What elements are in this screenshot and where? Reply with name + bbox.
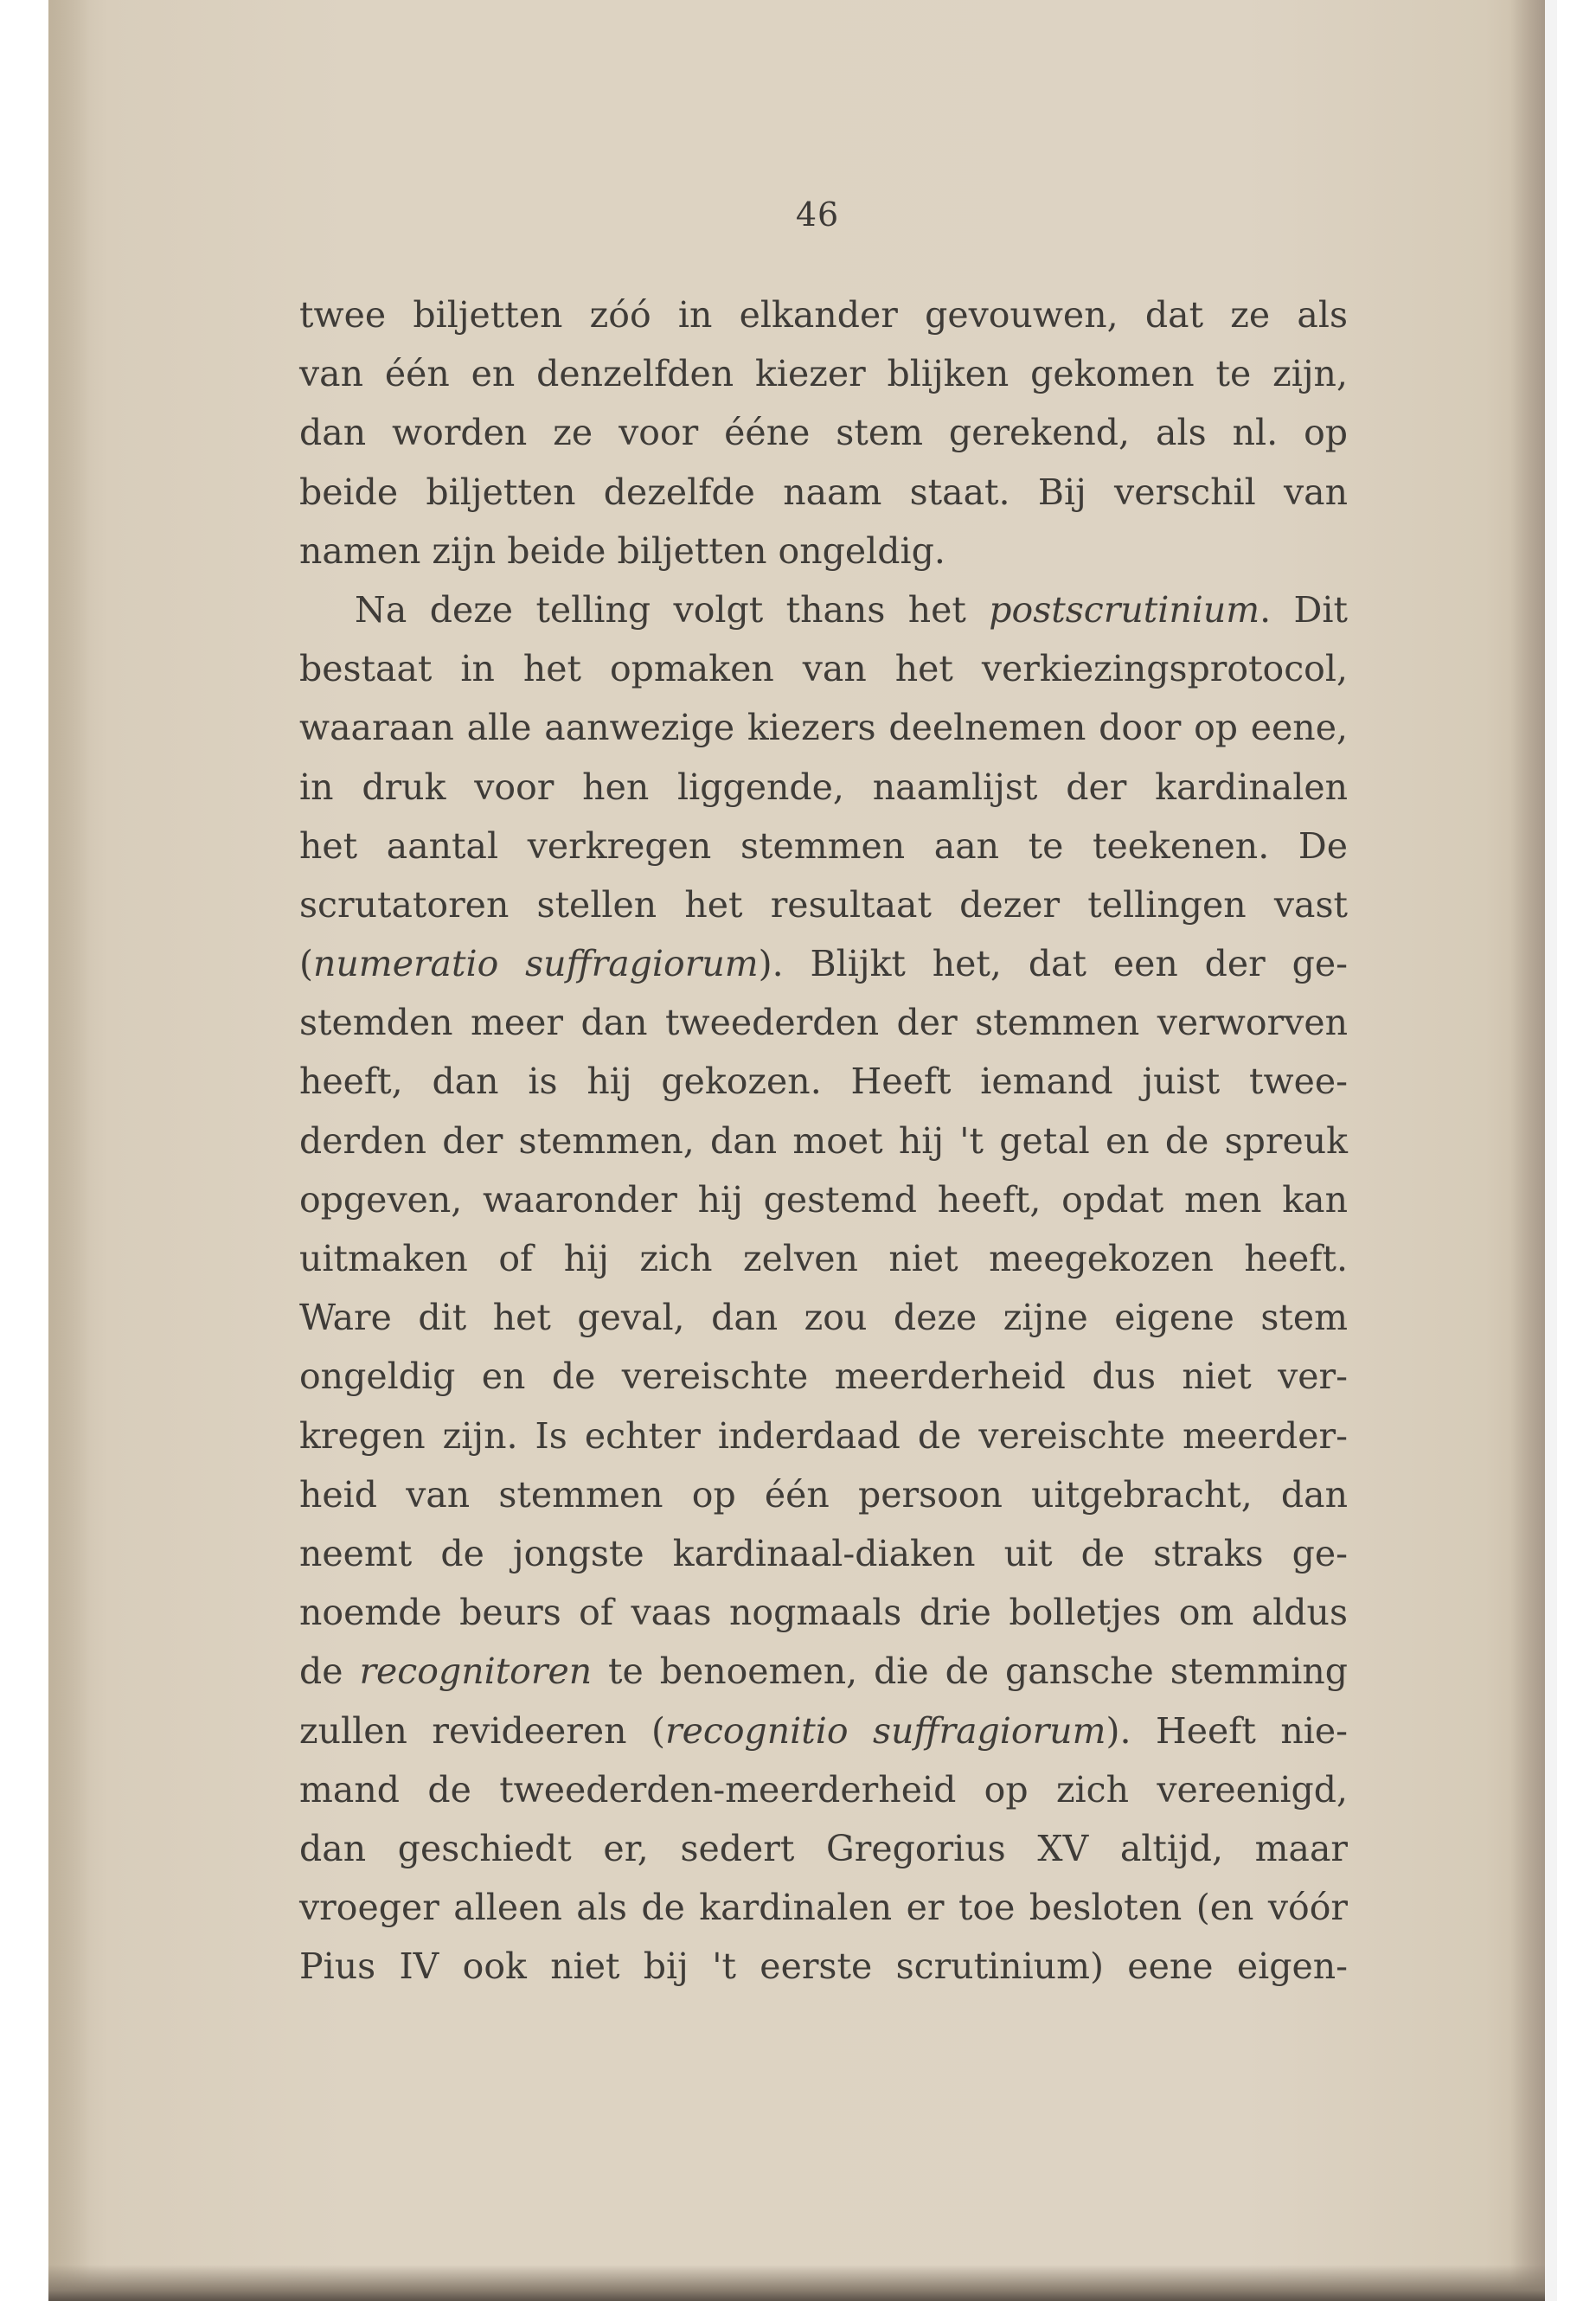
text-line-12: (numeratio suffragiorum). Blijkt het, dat een der ge-	[299, 943, 1348, 985]
page-bottom-edge	[48, 2265, 1545, 2301]
text-line-3: dan worden ze voor ééne stem gerekend, als nl. op	[299, 412, 1348, 454]
text-line-4: beide biljetten dezelfde naam staat. Bij verschil van	[299, 471, 1348, 513]
text-line-28: vroeger alleen als de kardinalen er toe besloten (en vóór	[299, 1887, 1348, 1929]
text-line-1: twee biljetten zóó in elkander gevouwen, dat ze als	[299, 294, 1348, 336]
text-line-25: zullen revideeren (recognitio suffragiorum). Heeft nie-	[299, 1709, 1348, 1752]
text-line-17: uitmaken of hij zich zelven niet meegekozen heeft.	[299, 1238, 1348, 1279]
italic-term-recognitoren: recognitoren	[359, 1650, 593, 1693]
text-line-9: in druk voor hen liggende, naamlijst der kardinalen	[299, 766, 1348, 808]
text-line-22: neemt de jongste kardinaal-diaken uit de straks ge-	[299, 1532, 1348, 1574]
italic-term-postscrutinium: postscrutinium	[989, 588, 1260, 631]
page-right-shadow	[1510, 0, 1545, 2301]
text-line-18: Ware dit het geval, dan zou deze zijne eigene stem	[299, 1297, 1348, 1339]
text-line-27: dan geschiedt er, sedert Gregorius XV altijd, maar	[299, 1827, 1348, 1869]
text-line-10: het aantal verkregen stemmen aan te teekenen. De	[299, 824, 1348, 867]
body-text	[299, 285, 1348, 1996]
text-line-13: stemden meer dan tweederden der stemmen verworven	[299, 1002, 1348, 1044]
text-line-16: opgeven, waaronder hij gestemd heeft, opdat men kan	[299, 1178, 1348, 1221]
text-line-14: heeft, dan is hij gekozen. Heeft iemand juist twee-	[299, 1061, 1348, 1103]
text-line-26: mand de tweederden-meerderheid op zich vereenigd,	[299, 1768, 1348, 1811]
text-line-19: ongeldig en de vereischte meerderheid dus niet ver-	[299, 1356, 1348, 1398]
text-line-7: bestaat in het opmaken van het verkiezingsprotocol,	[299, 648, 1348, 690]
scan-margin	[1545, 0, 1557, 2301]
text-line-20: kregen zijn. Is echter inderdaad de vereischte meerder-	[299, 1414, 1348, 1457]
text-line-29: Pius IV ook niet bij 't eerste scrutinium) eene eigen-	[299, 1945, 1348, 1988]
text-line-24: de recognitoren te benoemen, die de gansche stemming	[299, 1650, 1349, 1693]
page-left-shadow	[48, 0, 90, 2301]
text-line-21: heid van stemmen op één persoon uitgebracht, dan	[299, 1473, 1348, 1516]
italic-term-recognitio: recognitio suffragiorum	[665, 1709, 1106, 1752]
page-number: 46	[795, 195, 840, 234]
text-line-11: scrutatoren stellen het resultaat dezer tellingen vast	[299, 883, 1348, 926]
text-line-2: van één en denzelfden kiezer blijken gekomen te zijn,	[299, 353, 1348, 395]
text-line-15: derden der stemmen, dan moet hij 't getal en de spreuk	[299, 1119, 1348, 1162]
text-line-23: noemde beurs of vaas nogmaals drie bolletjes om aldus	[299, 1592, 1348, 1634]
text-line-6: Na deze telling volgt thans het postscrutinium. Dit	[355, 588, 1349, 631]
italic-term-numeratio: numeratio suffragiorum	[313, 943, 759, 985]
text-line-5: namen zijn beide biljetten ongeldig.	[299, 529, 945, 572]
text-line-8: waaraan alle aanwezige kiezers deelnemen door op eene,	[299, 707, 1348, 749]
